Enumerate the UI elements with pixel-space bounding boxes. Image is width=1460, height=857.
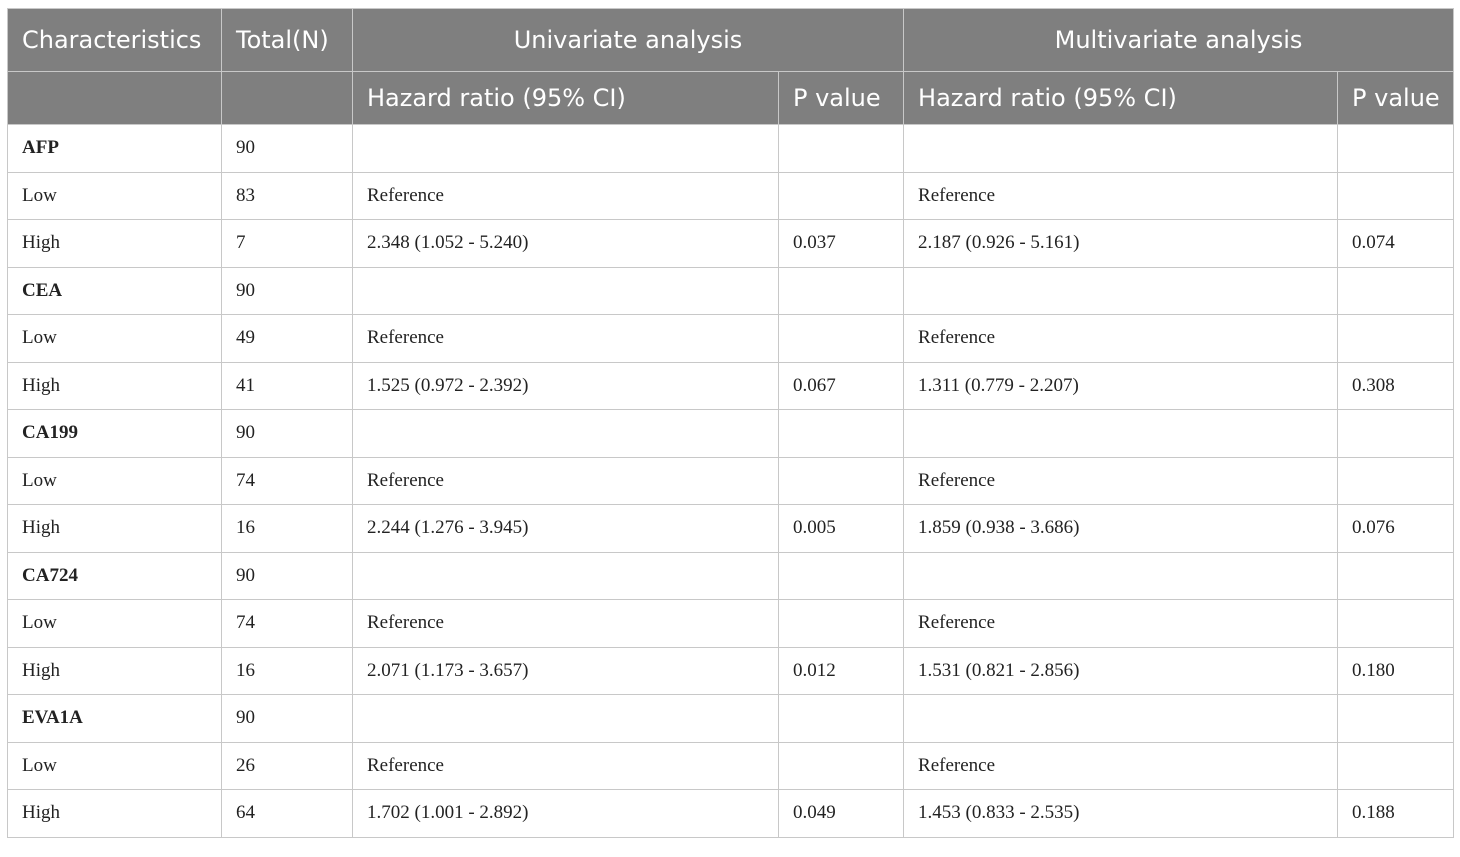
cell-total: 90: [222, 695, 353, 743]
cell-total: 16: [222, 505, 353, 553]
cell-univariate-hr: Reference: [353, 742, 779, 790]
cell-total: 90: [222, 125, 353, 173]
cell-multivariate-p: [1338, 267, 1454, 315]
cell-univariate-hr: Reference: [353, 172, 779, 220]
cell-total: 83: [222, 172, 353, 220]
cell-characteristic: Low: [8, 742, 222, 790]
cell-univariate-p: [779, 315, 904, 363]
table-row: [8, 790, 1454, 838]
cell-univariate-hr: [353, 552, 779, 600]
cell-multivariate-hr: 1.859 (0.938 - 3.686): [904, 505, 1338, 553]
cell-multivariate-hr: [904, 267, 1338, 315]
cell-univariate-hr: Reference: [353, 600, 779, 648]
cell-characteristic: High: [8, 647, 222, 695]
cell-univariate-p: 0.037: [779, 220, 904, 268]
cell-total: 90: [222, 410, 353, 458]
cell-univariate-p: [779, 457, 904, 505]
cell-univariate-p: [779, 600, 904, 648]
table-row: [8, 742, 1454, 790]
table-row: [8, 315, 1454, 363]
cell-univariate-hr: [353, 695, 779, 743]
cell-total: 90: [222, 552, 353, 600]
cell-multivariate-hr: [904, 695, 1338, 743]
cell-univariate-hr: 1.702 (1.001 - 2.892): [353, 790, 779, 838]
cell-characteristic: High: [8, 220, 222, 268]
table-body: [8, 125, 1454, 838]
cell-multivariate-p: [1338, 742, 1454, 790]
cell-multivariate-hr: 2.187 (0.926 - 5.161): [904, 220, 1338, 268]
cell-multivariate-hr: 1.531 (0.821 - 2.856): [904, 647, 1338, 695]
cell-total: 16: [222, 647, 353, 695]
cell-univariate-hr: 2.244 (1.276 - 3.945): [353, 505, 779, 553]
cell-total: 74: [222, 457, 353, 505]
cell-multivariate-hr: [904, 552, 1338, 600]
cell-multivariate-hr: 1.311 (0.779 - 2.207): [904, 362, 1338, 410]
cell-multivariate-p: [1338, 315, 1454, 363]
cell-multivariate-p: [1338, 125, 1454, 173]
cell-characteristic: CEA: [8, 267, 222, 315]
cell-characteristic: Low: [8, 172, 222, 220]
header-empty-total: [222, 72, 353, 125]
table-row: [8, 410, 1454, 458]
cell-univariate-p: [779, 695, 904, 743]
cell-multivariate-p: 0.074: [1338, 220, 1454, 268]
cell-univariate-p: 0.049: [779, 790, 904, 838]
cell-univariate-p: [779, 267, 904, 315]
cell-total: 49: [222, 315, 353, 363]
header-row-primary: [8, 9, 1454, 72]
cell-characteristic: Low: [8, 600, 222, 648]
cell-characteristic: EVA1A: [8, 695, 222, 743]
table-header: [8, 9, 1454, 125]
cell-multivariate-hr: Reference: [904, 172, 1338, 220]
cell-total: 26: [222, 742, 353, 790]
cell-multivariate-p: [1338, 410, 1454, 458]
table-row: [8, 125, 1454, 173]
cell-univariate-hr: 2.071 (1.173 - 3.657): [353, 647, 779, 695]
cell-univariate-hr: Reference: [353, 315, 779, 363]
cell-multivariate-p: [1338, 695, 1454, 743]
table-row: [8, 600, 1454, 648]
cell-univariate-hr: [353, 267, 779, 315]
header-hr-univariate: Hazard ratio (95% CI): [353, 72, 779, 125]
cell-characteristic: CA199: [8, 410, 222, 458]
cell-multivariate-hr: [904, 410, 1338, 458]
cell-univariate-hr: Reference: [353, 457, 779, 505]
cell-univariate-p: 0.005: [779, 505, 904, 553]
header-row-secondary: [8, 72, 1454, 125]
cell-univariate-hr: [353, 410, 779, 458]
header-multivariate: Multivariate analysis: [904, 9, 1454, 72]
cell-characteristic: High: [8, 790, 222, 838]
cell-multivariate-hr: [904, 125, 1338, 173]
cell-characteristic: Low: [8, 315, 222, 363]
header-empty-characteristics: [8, 72, 222, 125]
header-hr-multivariate: Hazard ratio (95% CI): [904, 72, 1338, 125]
table-row: [8, 362, 1454, 410]
cell-total: 90: [222, 267, 353, 315]
cell-multivariate-p: [1338, 552, 1454, 600]
table-row: [8, 267, 1454, 315]
cell-univariate-p: [779, 410, 904, 458]
table-row: [8, 172, 1454, 220]
cell-multivariate-hr: Reference: [904, 457, 1338, 505]
cell-multivariate-p: 0.308: [1338, 362, 1454, 410]
header-total: Total(N): [222, 9, 353, 72]
cox-regression-table: [7, 8, 1454, 838]
cell-multivariate-p: 0.076: [1338, 505, 1454, 553]
header-characteristics: Characteristics: [8, 9, 222, 72]
cell-total: 64: [222, 790, 353, 838]
header-p-univariate: P value: [779, 72, 904, 125]
cell-multivariate-p: 0.180: [1338, 647, 1454, 695]
cell-total: 7: [222, 220, 353, 268]
header-univariate: Univariate analysis: [353, 9, 904, 72]
cell-univariate-p: [779, 172, 904, 220]
cell-univariate-p: [779, 742, 904, 790]
table-row: [8, 457, 1454, 505]
cell-univariate-p: [779, 552, 904, 600]
cell-multivariate-p: 0.188: [1338, 790, 1454, 838]
cell-univariate-hr: 2.348 (1.052 - 5.240): [353, 220, 779, 268]
cell-univariate-hr: 1.525 (0.972 - 2.392): [353, 362, 779, 410]
cell-multivariate-hr: Reference: [904, 600, 1338, 648]
table-row: [8, 552, 1454, 600]
cell-univariate-p: 0.067: [779, 362, 904, 410]
table-row: [8, 647, 1454, 695]
cell-characteristic: Low: [8, 457, 222, 505]
cell-multivariate-hr: Reference: [904, 315, 1338, 363]
cell-total: 74: [222, 600, 353, 648]
header-p-multivariate: P value: [1338, 72, 1454, 125]
cell-multivariate-p: [1338, 457, 1454, 505]
cell-total: 41: [222, 362, 353, 410]
table-row: [8, 220, 1454, 268]
cell-multivariate-p: [1338, 600, 1454, 648]
cell-univariate-p: [779, 125, 904, 173]
cell-characteristic: AFP: [8, 125, 222, 173]
table-row: [8, 695, 1454, 743]
table-row: [8, 505, 1454, 553]
cell-characteristic: CA724: [8, 552, 222, 600]
cell-characteristic: High: [8, 362, 222, 410]
cell-univariate-p: 0.012: [779, 647, 904, 695]
cell-univariate-hr: [353, 125, 779, 173]
cell-multivariate-hr: 1.453 (0.833 - 2.535): [904, 790, 1338, 838]
regression-table-container: [7, 8, 1453, 838]
cell-characteristic: High: [8, 505, 222, 553]
cell-multivariate-hr: Reference: [904, 742, 1338, 790]
cell-multivariate-p: [1338, 172, 1454, 220]
